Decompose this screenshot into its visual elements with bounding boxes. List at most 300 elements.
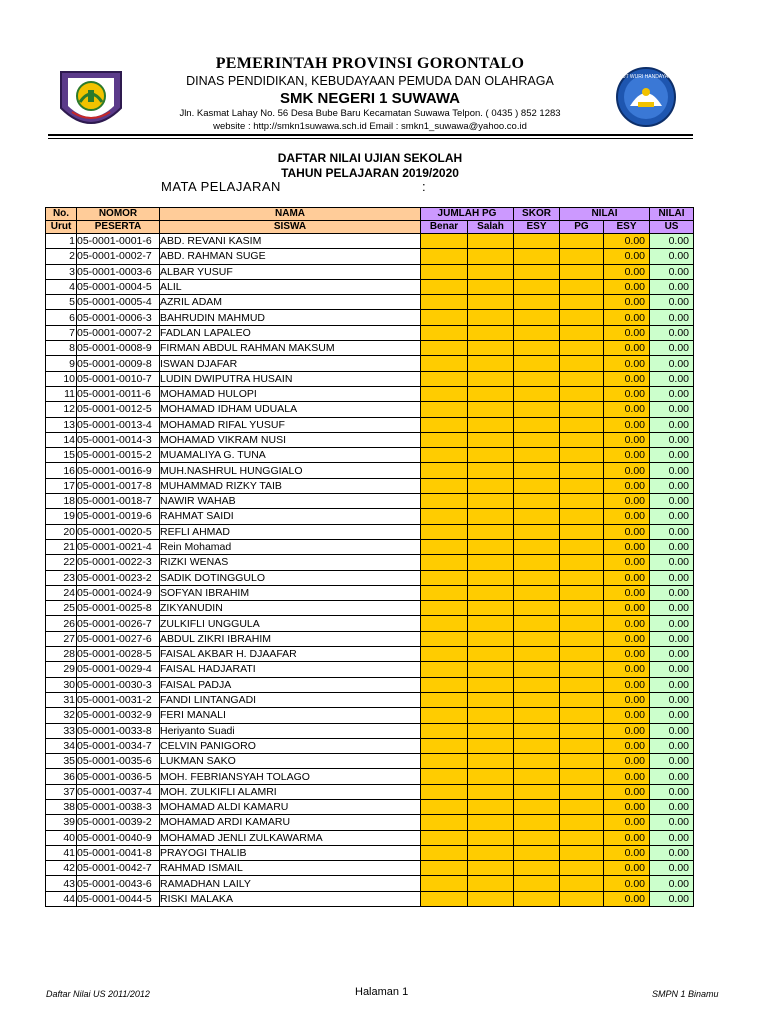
row-peserta: 05-0001-0024-9 [77,585,160,600]
row-peserta: 05-0001-0037-4 [77,784,160,799]
row-nilai-us: 0.00 [650,601,694,616]
row-benar [421,861,468,876]
header-website: website : http://smkn1suwawa.sch.id Email : smkn1_suwawa@yahoo.co.id [213,121,527,132]
row-nama: PRAYOGI THALIB [160,845,421,860]
row-no: 21 [46,539,77,554]
row-no: 9 [46,356,77,371]
row-nilai-esy: 0.00 [604,249,650,264]
row-peserta: 05-0001-0041-8 [77,845,160,860]
row-salah [468,692,514,707]
table-row [46,784,694,799]
row-nilai-us: 0.00 [650,524,694,539]
row-skor-esy [514,815,560,830]
row-benar [421,585,468,600]
row-nilai-pg [560,845,604,860]
table-row [46,723,694,738]
row-nilai-esy: 0.00 [604,647,650,662]
row-benar [421,539,468,554]
row-peserta: 05-0001-0019-6 [77,509,160,524]
row-nama: REFLI AHMAD [160,524,421,539]
row-nama: ZULKIFLI UNGGULA [160,616,421,631]
row-nilai-us: 0.00 [650,310,694,325]
row-nilai-esy: 0.00 [604,677,650,692]
row-nama: FAISAL AKBAR H. DJAAFAR [160,647,421,662]
row-peserta: 05-0001-0017-8 [77,478,160,493]
table-row [46,845,694,860]
row-peserta: 05-0001-0004-5 [77,279,160,294]
row-salah [468,662,514,677]
row-nama: MOHAMAD RIFAL YUSUF [160,417,421,432]
row-benar [421,647,468,662]
row-nilai-esy: 0.00 [604,799,650,814]
row-salah [468,815,514,830]
row-skor-esy [514,861,560,876]
row-nilai-pg [560,830,604,845]
row-nama: MUHAMMAD RIZKY TAIB [160,478,421,493]
row-peserta: 05-0001-0012-5 [77,402,160,417]
row-no: 13 [46,417,77,432]
row-salah [468,677,514,692]
row-nilai-pg [560,616,604,631]
row-nilai-us: 0.00 [650,463,694,478]
row-skor-esy [514,448,560,463]
row-nilai-us: 0.00 [650,478,694,493]
table-row [46,738,694,753]
row-peserta: 05-0001-0025-8 [77,601,160,616]
row-no: 11 [46,386,77,401]
table-row [46,754,694,769]
row-peserta: 05-0001-0022-3 [77,555,160,570]
row-peserta: 05-0001-0018-7 [77,494,160,509]
row-no: 42 [46,861,77,876]
row-benar [421,341,468,356]
row-nilai-us: 0.00 [650,234,694,249]
table-row [46,295,694,310]
row-peserta: 05-0001-0005-4 [77,295,160,310]
row-nilai-pg [560,432,604,447]
row-skor-esy [514,692,560,707]
row-peserta: 05-0001-0023-2 [77,570,160,585]
row-salah [468,310,514,325]
row-benar [421,402,468,417]
row-salah [468,539,514,554]
row-nilai-pg [560,815,604,830]
row-no: 44 [46,891,77,906]
row-benar [421,249,468,264]
row-nama: FERI MANALI [160,708,421,723]
header-address: Jln. Kasmat Lahay No. 56 Desa Bube Baru Kecamatan Suwawa Telpon. ( 0435 ) 852 1283 [179,108,561,119]
row-nilai-esy: 0.00 [604,601,650,616]
row-nilai-pg [560,769,604,784]
row-peserta: 05-0001-0039-2 [77,815,160,830]
row-nama: FAISAL PADJA [160,677,421,692]
row-skor-esy [514,662,560,677]
row-nilai-esy: 0.00 [604,279,650,294]
row-skor-esy [514,677,560,692]
row-nilai-esy: 0.00 [604,723,650,738]
row-nilai-us: 0.00 [650,264,694,279]
table-row [46,478,694,493]
col-header-peserta: PESERTA [77,221,160,234]
row-peserta: 05-0001-0011-6 [77,386,160,401]
row-benar [421,692,468,707]
row-no: 33 [46,723,77,738]
row-nama: MUH.NASHRUL HUNGGIALO [160,463,421,478]
row-no: 28 [46,647,77,662]
row-nama: AZRIL ADAM [160,295,421,310]
row-no: 15 [46,448,77,463]
header-school-name: SMK NEGERI 1 SUWAWA [279,90,461,107]
row-nama: FAISAL HADJARATI [160,662,421,677]
row-peserta: 05-0001-0013-4 [77,417,160,432]
row-nama: Rein Mohamad [160,539,421,554]
row-nama: RAHMAT SAIDI [160,509,421,524]
row-nilai-us: 0.00 [650,570,694,585]
row-nama: RIZKI WENAS [160,555,421,570]
row-no: 14 [46,432,77,447]
row-nilai-us: 0.00 [650,647,694,662]
row-nilai-pg [560,371,604,386]
row-peserta: 05-0001-0008-9 [77,341,160,356]
row-nilai-esy: 0.00 [604,325,650,340]
header-department: DINAS PENDIDIKAN, KEBUDAYAAN PEMUDA DAN OLAHRAGA [186,74,554,88]
row-nilai-esy: 0.00 [604,692,650,707]
row-salah [468,585,514,600]
row-nama: CELVIN PANIGORO [160,738,421,753]
row-nilai-us: 0.00 [650,402,694,417]
row-nama: MOH. FEBRIANSYAH TOLAGO [160,769,421,784]
row-nilai-pg [560,463,604,478]
row-nilai-us: 0.00 [650,539,694,554]
row-nilai-esy: 0.00 [604,861,650,876]
table-row [46,876,694,891]
row-nilai-pg [560,601,604,616]
table-row [46,815,694,830]
row-salah [468,631,514,646]
row-benar [421,279,468,294]
row-nilai-pg [560,295,604,310]
row-no: 16 [46,463,77,478]
table-row [46,601,694,616]
col-header-pg: PG [560,221,604,234]
row-nilai-pg [560,494,604,509]
row-nilai-us: 0.00 [650,555,694,570]
row-nilai-esy: 0.00 [604,371,650,386]
table-row [46,662,694,677]
row-peserta: 05-0001-0034-7 [77,738,160,753]
header-province: PEMERINTAH PROVINSI GORONTALO [215,55,525,72]
row-nilai-us: 0.00 [650,677,694,692]
row-benar [421,570,468,585]
header-divider-thin [48,138,693,139]
row-nama: RISKI MALAKA [160,891,421,906]
row-benar [421,708,468,723]
row-salah [468,769,514,784]
row-benar [421,524,468,539]
row-peserta: 05-0001-0030-3 [77,677,160,692]
row-nilai-us: 0.00 [650,494,694,509]
row-skor-esy [514,616,560,631]
row-nilai-esy: 0.00 [604,494,650,509]
row-skor-esy [514,769,560,784]
row-skor-esy [514,386,560,401]
row-peserta: 05-0001-0029-4 [77,662,160,677]
row-nilai-pg [560,891,604,906]
table-row [46,371,694,386]
row-peserta: 05-0001-0009-8 [77,356,160,371]
row-no: 39 [46,815,77,830]
row-nilai-us: 0.00 [650,509,694,524]
row-skor-esy [514,585,560,600]
row-no: 30 [46,677,77,692]
row-nilai-pg [560,524,604,539]
row-benar [421,845,468,860]
row-nama: MOHAMAD VIKRAM NUSI [160,432,421,447]
row-skor-esy [514,601,560,616]
row-no: 3 [46,264,77,279]
col-header-nilai-esy: ESY [604,221,650,234]
row-salah [468,325,514,340]
row-benar [421,494,468,509]
row-nilai-pg [560,677,604,692]
row-nilai-esy: 0.00 [604,524,650,539]
row-skor-esy [514,356,560,371]
row-nilai-esy: 0.00 [604,815,650,830]
table-row [46,631,694,646]
row-nilai-esy: 0.00 [604,432,650,447]
row-nilai-us: 0.00 [650,386,694,401]
row-nilai-pg [560,876,604,891]
row-nilai-esy: 0.00 [604,448,650,463]
row-no: 1 [46,234,77,249]
row-skor-esy [514,509,560,524]
row-nama: ALIL [160,279,421,294]
row-nama: MOHAMAD IDHAM UDUALA [160,402,421,417]
row-peserta: 05-0001-0001-6 [77,234,160,249]
table-row [46,448,694,463]
row-nama: RAHMAD ISMAIL [160,861,421,876]
row-nilai-esy: 0.00 [604,539,650,554]
table-row [46,677,694,692]
row-nilai-us: 0.00 [650,279,694,294]
row-nilai-pg [560,539,604,554]
row-salah [468,738,514,753]
table-row [46,708,694,723]
row-skor-esy [514,295,560,310]
subject-colon: : [422,179,426,194]
table-row [46,891,694,906]
row-nilai-us: 0.00 [650,692,694,707]
table-row [46,585,694,600]
row-no: 24 [46,585,77,600]
row-salah [468,524,514,539]
row-salah [468,234,514,249]
row-nilai-esy: 0.00 [604,876,650,891]
row-nilai-pg [560,279,604,294]
row-skor-esy [514,784,560,799]
row-nilai-us: 0.00 [650,341,694,356]
row-no: 2 [46,249,77,264]
row-nilai-pg [560,249,604,264]
row-skor-esy [514,631,560,646]
row-nilai-esy: 0.00 [604,830,650,845]
header-divider-thick [48,134,693,136]
row-salah [468,784,514,799]
row-nilai-us: 0.00 [650,845,694,860]
row-salah [468,647,514,662]
row-skor-esy [514,341,560,356]
row-salah [468,509,514,524]
table-row [46,647,694,662]
table-row [46,861,694,876]
row-no: 20 [46,524,77,539]
row-skor-esy [514,738,560,753]
table-row [46,509,694,524]
table-row [46,799,694,814]
row-nilai-us: 0.00 [650,631,694,646]
row-nilai-pg [560,799,604,814]
row-skor-esy [514,845,560,860]
row-benar [421,723,468,738]
row-no: 8 [46,341,77,356]
row-benar [421,463,468,478]
table-row [46,432,694,447]
table-row [46,325,694,340]
col-header-salah: Salah [468,221,514,234]
province-emblem-icon [58,68,124,130]
col-header-nama: NAMA [160,208,421,221]
row-benar [421,478,468,493]
col-header-siswa: SISWA [160,221,421,234]
row-nilai-pg [560,310,604,325]
row-salah [468,799,514,814]
row-no: 23 [46,570,77,585]
row-benar [421,310,468,325]
row-nilai-pg [560,631,604,646]
row-nama: FIRMAN ABDUL RAHMAN MAKSUM [160,341,421,356]
row-peserta: 05-0001-0021-4 [77,539,160,554]
row-no: 38 [46,799,77,814]
row-benar [421,769,468,784]
row-nilai-esy: 0.00 [604,509,650,524]
footer-right: SMPN 1 Binamu [652,989,719,999]
row-benar [421,555,468,570]
row-salah [468,295,514,310]
row-no: 5 [46,295,77,310]
row-nama: FANDI LINTANGADI [160,692,421,707]
row-no: 35 [46,754,77,769]
table-row [46,264,694,279]
row-benar [421,876,468,891]
row-benar [421,754,468,769]
row-peserta: 05-0001-0002-7 [77,249,160,264]
row-peserta: 05-0001-0026-7 [77,616,160,631]
table-row [46,463,694,478]
row-nilai-us: 0.00 [650,891,694,906]
col-header-us: US [650,221,694,234]
row-nama: Heriyanto Suadi [160,723,421,738]
row-skor-esy [514,555,560,570]
row-peserta: 05-0001-0032-9 [77,708,160,723]
row-salah [468,494,514,509]
row-nilai-esy: 0.00 [604,264,650,279]
row-peserta: 05-0001-0016-9 [77,463,160,478]
row-nama: MOHAMAD HULOPI [160,386,421,401]
row-nilai-us: 0.00 [650,249,694,264]
row-nilai-pg [560,356,604,371]
row-skor-esy [514,830,560,845]
row-no: 19 [46,509,77,524]
row-nilai-us: 0.00 [650,830,694,845]
row-nilai-esy: 0.00 [604,402,650,417]
row-nilai-pg [560,662,604,677]
row-skor-esy [514,708,560,723]
row-nilai-esy: 0.00 [604,585,650,600]
row-nama: ALBAR YUSUF [160,264,421,279]
subject-label: MATA PELAJARAN [161,179,281,194]
row-nilai-pg [560,754,604,769]
col-header-nilai: NILAI [560,208,650,221]
row-nama: NAWIR WAHAB [160,494,421,509]
row-nilai-esy: 0.00 [604,310,650,325]
row-nama: MOHAMAD JENLI ZULKAWARMA [160,830,421,845]
tut-wuri-handayani-logo-icon [608,66,684,128]
row-peserta: 05-0001-0044-5 [77,891,160,906]
table-row [46,310,694,325]
row-no: 10 [46,371,77,386]
logo-caption: TUT WURI HANDAYANI [618,74,674,80]
col-header-jumlah-pg: JUMLAH PG [421,208,514,221]
table-row [46,570,694,585]
row-nilai-esy: 0.00 [604,662,650,677]
row-nilai-pg [560,386,604,401]
row-nilai-esy: 0.00 [604,769,650,784]
row-no: 37 [46,784,77,799]
row-skor-esy [514,310,560,325]
row-salah [468,417,514,432]
row-nilai-pg [560,585,604,600]
row-nilai-esy: 0.00 [604,234,650,249]
row-no: 32 [46,708,77,723]
row-skor-esy [514,524,560,539]
row-no: 18 [46,494,77,509]
row-peserta: 05-0001-0036-5 [77,769,160,784]
row-nama: MOHAMAD ARDI KAMARU [160,815,421,830]
row-salah [468,249,514,264]
row-nilai-us: 0.00 [650,356,694,371]
row-nilai-esy: 0.00 [604,616,650,631]
row-nilai-pg [560,738,604,753]
table-row [46,616,694,631]
row-skor-esy [514,723,560,738]
table-row [46,555,694,570]
table-row [46,279,694,294]
row-no: 34 [46,738,77,753]
table-row [46,830,694,845]
row-nilai-esy: 0.00 [604,845,650,860]
row-skor-esy [514,249,560,264]
row-skor-esy [514,234,560,249]
table-row [46,341,694,356]
table-row [46,524,694,539]
row-nilai-esy: 0.00 [604,463,650,478]
row-salah [468,754,514,769]
table-row [46,234,694,249]
row-peserta: 05-0001-0042-7 [77,861,160,876]
row-benar [421,601,468,616]
row-nilai-esy: 0.00 [604,754,650,769]
row-nama: ZIKYANUDIN [160,601,421,616]
